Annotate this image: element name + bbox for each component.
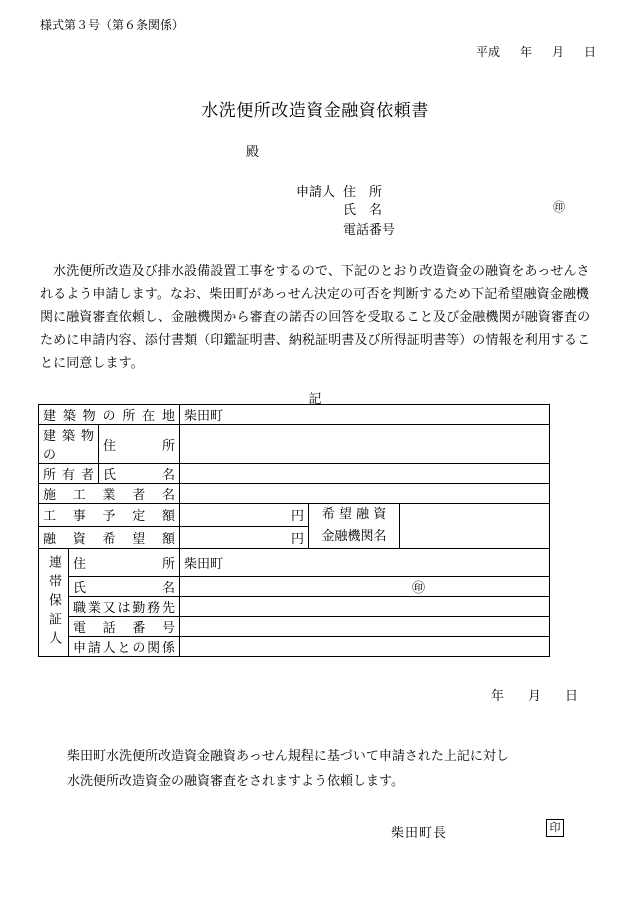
- guarantor-work-label: 職業又は勤務先: [69, 597, 180, 617]
- bank-label-line2: 金融機関名: [321, 529, 387, 544]
- table-row: [39, 637, 550, 657]
- applicant-seal-mark: ㊞: [553, 200, 566, 214]
- addressee-suffix: 殿: [246, 145, 260, 160]
- table-row: [39, 577, 550, 597]
- bank-value[interactable]: [400, 504, 550, 549]
- construction-cost-yen[interactable]: 円: [180, 504, 309, 527]
- document-title: 水洗便所改造資金融資依頼書: [201, 101, 429, 121]
- guarantor-label: 連帯保証人: [39, 549, 69, 657]
- guarantor-work-value[interactable]: [180, 597, 550, 617]
- date-top: [476, 43, 596, 60]
- applicant-label: 申請人: [296, 185, 336, 200]
- construction-cost-label: 工事予定額: [39, 504, 180, 527]
- mayor-seal-box: 印: [546, 819, 564, 837]
- owner-name-value[interactable]: [180, 464, 550, 484]
- footer-year: 年: [490, 689, 504, 704]
- date-month: 月: [551, 45, 564, 59]
- date-year: 年: [519, 45, 532, 59]
- ki-heading: 記: [308, 392, 322, 407]
- date-day: 日: [583, 45, 596, 59]
- contractor-value[interactable]: [180, 484, 550, 504]
- date-era: 平成: [475, 45, 500, 59]
- guarantor-name-label: 氏名: [69, 577, 180, 597]
- table-row: [39, 504, 550, 527]
- date-bottom: [491, 685, 578, 704]
- loan-amount-yen[interactable]: 円: [180, 526, 309, 549]
- bank-label: [309, 504, 400, 549]
- building-location-value[interactable]: 柴田町: [180, 405, 550, 425]
- application-table: [38, 404, 549, 661]
- loan-amount-label: 融資希望額: [39, 526, 180, 549]
- guarantor-relation-label: 申請人との関係: [69, 637, 180, 657]
- guarantor-address-label: 住所: [69, 549, 180, 577]
- mayor-title: 柴田町長: [391, 826, 448, 841]
- guarantor-seal-mark: ㊞: [412, 581, 426, 596]
- owner-label-line2: 所有者: [39, 464, 99, 484]
- form-number: 様式第３号（第６条関係）: [40, 18, 185, 32]
- table-row: [39, 484, 550, 504]
- request-paragraph: 柴田町水洗便所改造資金融資あっせん規程に基づいて申請された上記に対し 水洗便所改造資金の融資審査をされますよう依頼します。: [67, 749, 509, 789]
- table-row: [39, 549, 550, 577]
- footer-month: 月: [527, 689, 541, 704]
- table-row: [39, 617, 550, 637]
- guarantor-relation-value[interactable]: [180, 637, 550, 657]
- body-paragraph: 水洗便所改造及び排水設備設置工事をするので、下記のとおり改造資金の融資をあっせんされるよう申請します。なお、柴田町があっせん決定の可否を判断するため下記希望融資金融機関に融資審査依頼し、金融機関から審査の諾否の回答を受取ること及び金融機関が融資審査のために申請内容、添付書類（印鑑証明書、納税証明書及び所得証明書等）の情報を利用することに同意します。: [40, 264, 591, 371]
- applicant-name-label: 氏 名: [343, 203, 383, 218]
- contractor-label: 施工業者名: [39, 484, 180, 504]
- table-row: [39, 425, 550, 464]
- owner-address-label: 住所: [99, 425, 180, 464]
- owner-address-value[interactable]: [180, 425, 550, 464]
- table-row: [39, 405, 550, 425]
- guarantor-address-value[interactable]: 柴田町: [180, 549, 550, 577]
- table-row: [39, 597, 550, 617]
- table-row: [39, 464, 550, 484]
- guarantor-phone-value[interactable]: [180, 617, 550, 637]
- building-location-label: 建築物の所在地: [39, 405, 180, 425]
- applicant-phone-label: 電話番号: [343, 223, 396, 238]
- bank-label-line1: 希 望 融 資: [321, 507, 387, 522]
- guarantor-name-value[interactable]: [180, 577, 550, 597]
- owner-name-label: 氏名: [99, 464, 180, 484]
- footer-day: 日: [564, 689, 578, 704]
- owner-label-line1: 建築物の: [39, 425, 99, 464]
- guarantor-phone-label: 電話番号: [69, 617, 180, 637]
- applicant-address-label: 住 所: [343, 185, 383, 200]
